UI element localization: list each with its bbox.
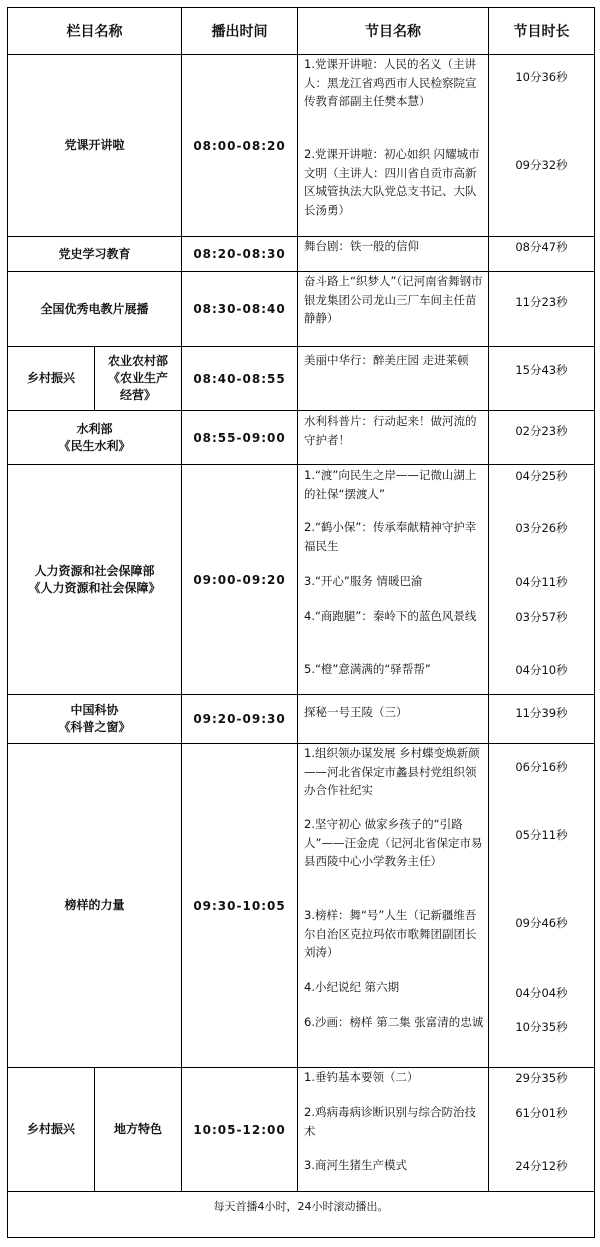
duration-value: 04分11秒 xyxy=(515,575,568,589)
duration-value: 11分23秒 xyxy=(515,295,568,309)
duration-value: 04分10秒 xyxy=(515,663,568,677)
program-item: 2.鸡病毒病诊断识别与综合防治技术 xyxy=(304,1105,476,1138)
program-item: 舞台剧：铁一般的信仰 xyxy=(304,239,419,253)
program-item: 3.榜样：舞“号”人生（记新疆维吾尔自治区克拉玛依市歌舞团副团长刘涛） xyxy=(304,908,477,959)
duration-value: 61分01秒 xyxy=(515,1106,568,1120)
border-bottom xyxy=(7,1237,595,1238)
program-item: 1.组织领办谋发展 乡村蝶变焕新颜——河北省保定市蠡县村党组织领办合作社纪实 xyxy=(304,746,480,797)
row-time: 08:30-08:40 xyxy=(193,302,286,316)
row-category: 党课开讲啦 xyxy=(64,138,125,152)
duration-value: 10分36秒 xyxy=(515,70,568,84)
program-item: 3.商河生猪生产模式 xyxy=(304,1158,407,1172)
row-category: 水利部 《民生水利》 xyxy=(58,421,131,453)
col-divider xyxy=(488,7,489,1192)
duration-value: 29分35秒 xyxy=(515,1071,568,1085)
row-category: 人力资源和社会保障部 《人力资源和社会保障》 xyxy=(28,563,161,595)
duration-value: 24分12秒 xyxy=(515,1159,568,1173)
duration-value: 09分32秒 xyxy=(515,158,568,172)
duration-value: 04分25秒 xyxy=(515,469,568,483)
program-item: 探秘一号王陵（三） xyxy=(304,705,408,719)
row-category: 全国优秀电教片展播 xyxy=(40,301,149,316)
duration-value: 09分46秒 xyxy=(515,916,568,930)
program-item: 1.垂钓基本要领（二） xyxy=(304,1070,419,1084)
program-item: 2.党课开讲啦：初心如织 闪耀城市文明（主讲人：四川省自贡市高新区城管执法大队党总支书记、大队长汤勇） xyxy=(304,147,480,217)
row-time: 09:20-09:30 xyxy=(193,712,286,726)
duration-value: 08分47秒 xyxy=(515,240,568,254)
duration-value: 03分26秒 xyxy=(515,521,568,535)
row-category: 党史学习教育 xyxy=(58,246,131,261)
duration-value: 06分16秒 xyxy=(515,760,568,774)
program-item: 水利科普片：行动起来！做河流的守护者！ xyxy=(304,414,477,447)
row-category: 榜样的力量 xyxy=(64,898,125,912)
row-time: 08:20-08:30 xyxy=(193,247,286,261)
header-program: 节目名称 xyxy=(365,24,421,40)
program-item: 1.“渡”向民生之岸——记微山湖上的社保“摆渡人” xyxy=(304,468,477,501)
duration-value: 15分43秒 xyxy=(515,363,568,377)
row-time: 10:05-12:00 xyxy=(193,1122,286,1137)
row-time: 08:00-08:20 xyxy=(193,138,286,153)
program-item: 2.“鹤小保”：传承奉献精神守护幸福民生 xyxy=(304,520,477,553)
header-duration: 节目时长 xyxy=(513,24,570,40)
program-item: 3.“开心”服务 情暖巴渝 xyxy=(304,574,423,588)
duration-value: 11分39秒 xyxy=(515,706,568,720)
program-item: 1.党课开讲啦：人民的名义（主讲人：黑龙江省鸡西市人民检察院宣传教育部副主任樊本慧） xyxy=(304,57,477,108)
row-category: 中国科协 《科普之窗》 xyxy=(58,703,131,734)
program-item: 4.小纪说纪 第六期 xyxy=(304,980,400,994)
row-subcategory: 农业农村部 《农业生产 经营》 xyxy=(107,354,168,402)
footer-note: 每天首播4小时，24小时滚动播出。 xyxy=(213,1200,389,1213)
row-time: 09:30-10:05 xyxy=(193,898,286,913)
program-item: 4.“商跑腿”：秦岭下的蓝色风景线 xyxy=(304,609,477,623)
row-divider xyxy=(7,1191,595,1192)
header-time: 播出时间 xyxy=(211,24,268,40)
row-time: 08:40-08:55 xyxy=(193,371,286,386)
program-item: 2.坚守初心 做家乡孩子的“引路人”——汪金虎（记河北省保定市易县西陵中心小学教务主任） xyxy=(304,817,483,868)
row-category: 乡村振兴 xyxy=(26,371,75,385)
duration-value: 10分35秒 xyxy=(515,1020,568,1034)
program-item: 6.沙画：榜样 第二集 张富清的忠诚 xyxy=(304,1015,484,1029)
row-category: 乡村振兴 xyxy=(26,1122,75,1136)
duration-value: 05分11秒 xyxy=(515,828,568,842)
duration-value: 02分23秒 xyxy=(515,424,568,438)
program-item: 美丽中华行：醉美庄园 走进莱顿 xyxy=(304,353,469,367)
row-time: 09:00-09:20 xyxy=(193,572,286,587)
col-divider xyxy=(297,7,298,1192)
border-right xyxy=(594,7,595,1238)
header-category: 栏目名称 xyxy=(66,24,123,40)
row-time: 08:55-09:00 xyxy=(193,430,286,445)
row-subcategory: 地方特色 xyxy=(113,1122,162,1136)
duration-value: 03分57秒 xyxy=(515,610,568,624)
program-item: 奋斗路上“织梦人”（记河南省舞钢市银龙集团公司龙山三厂车间主任苗静静） xyxy=(304,274,483,325)
program-item: 5.“橙”意满满的“驿帮帮” xyxy=(304,662,431,676)
duration-value: 04分04秒 xyxy=(515,986,568,1000)
